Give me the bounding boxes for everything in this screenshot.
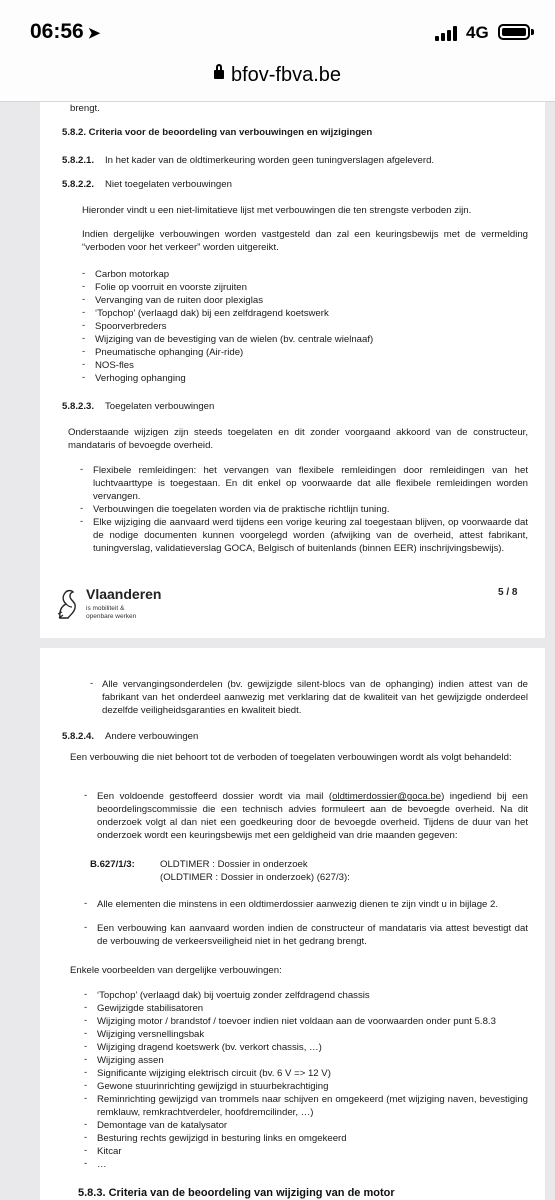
- list-item: Wijziging assen: [97, 1055, 164, 1066]
- dossier-email-link[interactable]: oldtimerdossier@goca.be: [332, 791, 442, 802]
- list-item: Significante wijziging elektrisch circuit (bv. 6 V => 12 V): [97, 1068, 331, 1079]
- list-item: Vervanging van de ruiten door plexiglas: [95, 295, 264, 306]
- allowed-item: Elke wijziging die aanvaard werd tijdens een vorige keuring zal toegestaan blijven, op voorwaarde dat de nodige documenten kunnen voorgelegd worden (afwijking van de overheid, attest fabrikant, tuningverslag, validatieverslag GOCA, Belgisch of buitenlands (binnen EER) inschrijvingsbewijs).: [93, 517, 528, 554]
- allowed-item: Verbouwingen die toegelaten worden via de praktische richtlijn tuning.: [93, 504, 390, 515]
- list-item: Wijziging motor / brandstof / toevoer indien niet voldaan aan de voorwaarden onder punt 5.8.3: [97, 1016, 496, 1027]
- list-item: Spoorverbreders: [95, 321, 167, 332]
- url-text[interactable]: bfov-fbva.be: [230, 64, 342, 86]
- list-item: Pneumatische ophanging (Air-ride): [95, 347, 244, 358]
- battery-tip: [531, 29, 534, 35]
- flanders-lion-logo: [56, 588, 78, 620]
- allowed-intro: Onderstaande wijzigen zijn steeds toegelaten en dit zonder voorgaand akkoord van de constructeur, mandataris of bevoegde overheid.: [68, 427, 528, 451]
- location-arrow-icon: ➤: [87, 25, 101, 42]
- list-item: ‘Topchop’ (verlaagd dak) bij voertuig zonder zelfdragend chassis: [97, 990, 370, 1001]
- section-5-8-2-2-label: 5.8.2.2.: [62, 179, 95, 190]
- section-5-8-2-3-title: Toegelaten verbouwingen: [105, 401, 215, 412]
- list-item: Gewijzigde stabilisatoren: [97, 1003, 204, 1014]
- page-number: 5 / 8: [498, 587, 518, 598]
- section-5-8-2-3-label: 5.8.2.3.: [62, 401, 95, 412]
- list-item: Kitcar: [97, 1146, 122, 1157]
- list-item: Demontage van de katalysator: [97, 1120, 228, 1131]
- status-bar: [0, 0, 555, 58]
- list-item: Verhoging ophanging: [95, 373, 186, 384]
- status-time: 06:56 ➤: [30, 20, 101, 43]
- section-5-8-2-4-title: Andere verbouwingen: [105, 731, 199, 742]
- bijlage-item: Alle elementen die minstens in een oldtimerdossier aanwezig dienen te zijn vindt u in bijlage 2.: [97, 899, 499, 910]
- lock-icon: [214, 69, 224, 81]
- code-line-2: (OLDTIMER : Dossier in onderzoek) (627/3):: [160, 872, 350, 883]
- section-5-8-2-2-title: Niet toegelaten verbouwingen: [105, 179, 232, 190]
- section-5-8-3-heading: 5.8.3. Criteria van de beoordeling van wijziging van de motor: [78, 1187, 395, 1199]
- list-item: Wijziging dragend koetswerk (bv. verkort chassis, …): [97, 1042, 322, 1053]
- continued-item: Alle vervangingsonderdelen (bv. gewijzigde silent-blocs van de ophanging) indien attest van de fabrikant van het onderdeel aanwezig met verklaring dat de kwaliteit van het gewijzigde onderdeel dezelfde veiligheidsgaranties en kwaliteit biedt.: [102, 679, 528, 716]
- list-item: ‘Topchop’ (verlaagd dak) bij een zelfdragend koetswerk: [95, 308, 329, 319]
- examples-intro: Enkele voorbeelden van dergelijke verbouwingen:: [70, 965, 282, 976]
- list-item: …: [97, 1159, 107, 1170]
- top-fragment: brengt.: [70, 103, 100, 114]
- section-5-8-2-1-label: 5.8.2.1.: [62, 155, 95, 166]
- footer-subtitle: is mobiliteit & openbare werken: [86, 605, 137, 620]
- section-5-8-2-1-text: In het kader van de oldtimerkeuring worden geen tuningverslagen afgeleverd.: [105, 155, 435, 166]
- attest-item: Een verbouwing kan aanvaard worden indien de constructeur of mandataris via attest bevestigt dat de verbouwing de verkeersveiligheid niet in het gedrang brengt.: [97, 923, 528, 947]
- list-item: Wijziging versnellingsbak: [97, 1029, 205, 1040]
- footer-brand: Vlaanderen: [86, 586, 162, 602]
- section-5-8-2-heading: 5.8.2. Criteria voor de beoordeling van verbouwingen en wijzigingen: [62, 127, 373, 138]
- list-item: Wijziging van de bevestiging van de wielen (bv. centrale wielnaaf): [95, 334, 374, 345]
- code-line-1: OLDTIMER : Dossier in onderzoek: [160, 859, 308, 870]
- forbidden-paragraph: Indien dergelijke verbouwingen worden vastgesteld dan zal een keuringsbewijs met de vermelding “verboden voor het verkeer” worden uitgereikt.: [82, 229, 528, 253]
- list-item: NOS-fles: [95, 360, 134, 371]
- other-intro: Een verbouwing die niet behoort tot de verboden of toegelaten verbouwingen wordt als volgt behandeld:: [70, 752, 512, 763]
- dossier-item: Een voldoende gestoffeerd dossier wordt via mail (oldtimerdossier@goca.be) ingediend bij een beoordelingscommissie die een technisch advies formuleert aan de bevoegde overheid. Na dit onderzoek volgt al dan niet een goedkeuring door de bevoegde overheid. Tijdens de duur van het onderzoek wordt een keuringsbewijs met een geldigheid van drie maanden gegeven:: [97, 791, 528, 841]
- cellular-signal-icon: [435, 26, 461, 41]
- list-item: Gewone stuurinrichting gewijzigd in stuurbekrachtiging: [97, 1081, 329, 1092]
- forbidden-intro: Hieronder vindt u een niet-limitatieve lijst met verbouwingen die ten strengste verboden zijn.: [82, 205, 472, 216]
- list-item: Carbon motorkap: [95, 269, 170, 280]
- network-type: 4G: [466, 23, 489, 42]
- url-display[interactable]: [0, 64, 555, 87]
- pdf-page-5: brengt. 5.8.2. Criteria voor de beoordeling van verbouwingen en wijzigingen 5.8.2.1. In het kader van de oldtimerkeuring worden geen tuningverslagen afgeleverd. 5.8.2.2. Niet toegelaten verbouwingen Hieronder vindt u een niet-limitatieve lijst met verbouwingen die ten strengste verboden zijn. Indien dergelijke verbouwingen worden vastgesteld dan zal een keuringsbewijs met de vermelding “verboden voor het verkeer” worden uitgereikt. - Carbon motorkap - Folie op voorruit en voorste zijruiten - Vervanging van de ruiten door plexiglas - ‘Topchop’ (verlaagd dak) bij een zelfdragend koetswerk - Spoorverbreders - Wijziging van de bevestiging van de wielen (bv. centrale wielnaaf) - Pneumatische ophanging (Air-ride) - NOS-fles - Verhoging ophanging 5.8.2.3. Toegelaten verbouwingen Onderstaande wijzigen zijn steeds toegelaten en dit zonder voorgaand akkoord van de constructeur, mandataris of bevoegde overheid. - Flexibele remleidingen: het vervangen van flexibele remleidingen door remleidingen van het luchtvaarttype is toegestaan. En dit enkel op voorwaarde dat alle flexibele remleidingen worden vervangen. - Verbouwingen die toegelaten worden via de praktische richtlijn tuning. - Elke wijziging die aanvaard werd tijdens een vorige keuring zal toegestaan blijven, op voorwaarde dat de nodige documenten kunnen voorgelegd worden (afwijking van de overheid, attest fabrikant, tuningverslag, validatieverslag GOCA, Belgisch of buitenlands (binnen EER) inschrijvingsbewijs). Vlaanderen is mobiliteit & openbare werken 5 / 8: [40, 102, 545, 638]
- allowed-item: Flexibele remleidingen: het vervangen van flexibele remleidingen door remleidingen van het luchtvaarttype is toegestaan. En dit enkel op voorwaarde dat alle flexibele remleidingen worden vervangen.: [93, 465, 528, 502]
- list-item: Folie op voorruit en voorste zijruiten: [95, 282, 247, 293]
- battery-icon: [498, 24, 530, 40]
- list-item: Reminrichting gewijzigd van trommels naar schijven en omgekeerd (met wijziging naven, bevestiging remklauw, remkrachtverdeler, hoofdremcilinder, …): [97, 1094, 528, 1118]
- list-item: Besturing rechts gewijzigd in besturing links en omgekeerd: [97, 1133, 347, 1144]
- pdf-page-6: - Alle vervangingsonderdelen (bv. gewijzigde silent-blocs van de ophanging) indien attest van de fabrikant van het onderdeel aanwezig met verklaring dat de kwaliteit van het gewijzigde onderdeel dezelfde veiligheidsgaranties en kwaliteit biedt. 5.8.2.4. Andere verbouwingen Een verbouwing die niet behoort tot de verboden of toegelaten verbouwingen wordt als volgt behandeld: - Een voldoende gestoffeerd dossier wordt via mail (oldtimerdossier@goca.be) ingediend bij een beoordelingscommissie die een technisch advies formuleert aan de bevoegde overheid. Na dit onderzoek volgt al dan niet een goedkeuring door de bevoegde overheid. Tijdens de duur van het onderzoek wordt een keuringsbewijs met een geldigheid van drie maanden gegeven: B.627/1/3: OLDTIMER : Dossier in onderzoek (OLDTIMER : Dossier in onderzoek) (627/3): - Alle elementen die minstens in een oldtimerdossier aanwezig dienen te zijn vindt u in bijlage 2. - Een verbouwing kan aanvaard worden indien de constructeur of mandataris via attest bevestigt dat de verbouwing de verkeersveiligheid niet in het gedrang brengt. Enkele voorbeelden van dergelijke verbouwingen: - ‘Topchop’ (verlaagd dak) bij voertuig zonder zelfdragend chassis - Gewijzigde stabilisatoren - Wijziging motor / brandstof / toevoer indien niet voldaan aan de voorwaarden onder punt 5.8.3 - Wijziging versnellingsbak - Wijziging dragend koetswerk (bv. verkort chassis, …) - Wijziging assen - Significante wijziging elektrisch circuit (bv. 6 V => 12 V) - Gewone stuurinrichting gewijzigd in stuurbekrachtiging - Reminrichting gewijzigd van trommels naar schijven en omgekeerd (met wijziging naven, bevestiging remklauw, remkrachtverdeler, hoofdremcilinder, …) - Demontage van de katalysator - Besturing rechts gewijzigd in besturing links en omgekeerd - Kitcar - …: [40, 648, 545, 1200]
- code-label: B.627/1/3:: [90, 859, 135, 870]
- address-bar[interactable]: [0, 58, 555, 102]
- section-5-8-2-4-label: 5.8.2.4.: [62, 731, 95, 742]
